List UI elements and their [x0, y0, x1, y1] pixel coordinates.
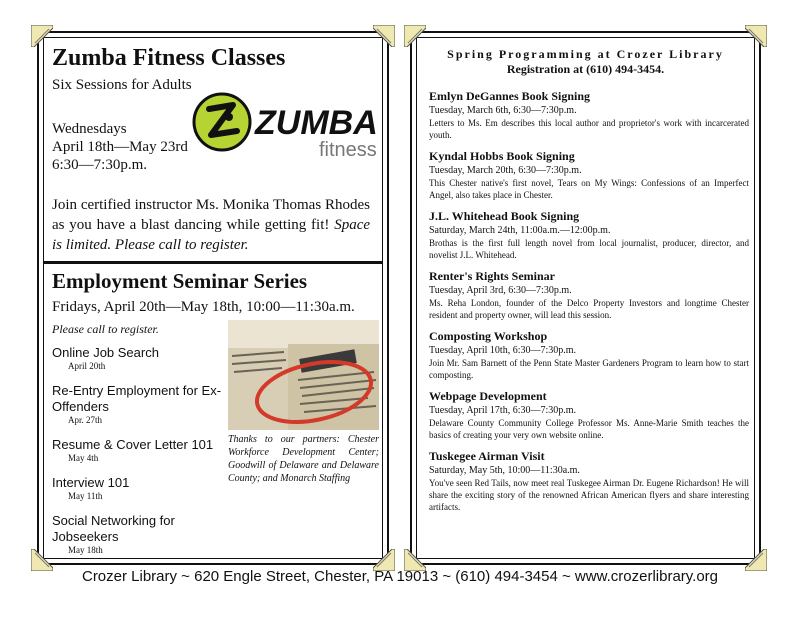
corner-ornament — [31, 25, 53, 47]
left-panel — [37, 31, 389, 565]
employment-title: Employment Seminar Series — [52, 269, 308, 293]
event-item — [429, 269, 749, 321]
zumba-subtitle: Six Sessions for Adults — [52, 77, 192, 93]
zumba-desc-text: Join certified instructor Ms. Monika Thomas Rhodes as you have a blast dancing while getting fit! — [52, 197, 370, 233]
event-when: Saturday, March 24th, 11:00a.m.—12:00p.m. — [429, 225, 611, 236]
section-divider — [43, 261, 383, 264]
topic-name: Interview 101 — [52, 475, 130, 490]
topic-date: May 11th — [68, 491, 103, 501]
event-desc: Letters to Ms. Em describes this local author and proprietor's work with incarcerated youth. — [429, 118, 749, 140]
employment-call-note: Please call to register. — [52, 322, 159, 336]
event-title: Webpage Development — [429, 389, 547, 403]
event-item — [429, 449, 749, 513]
event-title: Emlyn DeGannes Book Signing — [429, 89, 591, 103]
topic-name: Social Networking for Jobseekers — [52, 513, 175, 544]
event-when: Tuesday, March 6th, 6:30—7:30p.m. — [429, 105, 577, 116]
logo-sub: fitness — [319, 139, 377, 161]
event-item — [429, 389, 749, 441]
event-item — [429, 209, 749, 261]
zumba-fitness-logo — [189, 91, 389, 161]
library-footer: Crozer Library ~ 620 Engle Street, Chester, PA 19013 ~ (610) 494-3454 ~ www.crozerlibrary.org — [81, 568, 719, 585]
event-item — [429, 329, 749, 381]
event-when: Tuesday, April 17th, 6:30—7:30p.m. — [429, 405, 577, 416]
zumba-desc-note: Space is limited. Please call to register. — [52, 217, 371, 253]
zumba-description — [52, 195, 370, 255]
event-item — [429, 149, 749, 201]
zumba-title: Zumba Fitness Classes — [52, 45, 286, 71]
event-when: Saturday, May 5th, 10:00—11:30a.m. — [429, 465, 580, 476]
topic-name: Resume & Cover Letter 101 — [52, 437, 214, 452]
event-title: J.L. Whitehead Book Signing — [429, 209, 580, 223]
topic-list — [52, 345, 222, 567]
employment-schedule: Fridays, April 20th—May 18th, 10:00—11:30a.m. — [52, 299, 355, 315]
spring-header — [418, 47, 753, 77]
zumba-schedule — [52, 120, 188, 174]
zumba-time: 6:30—7:30p.m. — [52, 157, 148, 173]
event-desc: This Chester native's first novel, Tears on My Wings: Confessions of an Imperfect Angel, also takes place in Chester. — [429, 178, 749, 200]
topic-item — [52, 437, 222, 464]
event-item — [429, 89, 749, 141]
partners-credit: Thanks to our partners: Chester Workforce Development Center; Goodwill of Delaware and Delaware County; and Monarch Staffing — [228, 434, 379, 484]
event-list — [429, 89, 749, 521]
right-panel — [410, 31, 761, 565]
topic-date: April 20th — [68, 361, 106, 371]
event-when: Tuesday, April 10th, 6:30—7:30p.m. — [429, 345, 577, 356]
topic-name: Online Job Search — [52, 345, 159, 360]
spring-registration: Registration at (610) 494-3454. — [506, 62, 665, 76]
event-title: Kyndal Hobbs Book Signing — [429, 149, 575, 163]
zumba-day: Wednesdays — [52, 121, 127, 137]
event-desc: Brothas is the first full length novel from local journalist, producer, director, and novelist J.L. Whitehead. — [429, 238, 749, 260]
topic-date: Apr. 27th — [68, 415, 103, 425]
topic-item — [52, 345, 222, 372]
event-desc: You've seen Red Tails, now meet real Tuskegee Airman Dr. Eugene Richardson! He will share the exciting story of the renowned African American flyers and share interesting artifacts. — [429, 478, 749, 512]
event-when: Tuesday, March 20th, 6:30—7:30p.m. — [429, 165, 582, 176]
corner-ornament — [404, 25, 426, 47]
spring-heading: Spring Programming at Crozer Library — [447, 47, 724, 61]
event-title: Composting Workshop — [429, 329, 548, 343]
topic-date: May 18th — [68, 545, 103, 555]
logo-word: ZUMBA — [255, 104, 378, 142]
corner-ornament — [745, 25, 767, 47]
event-title: Renter's Rights Seminar — [429, 269, 555, 283]
topic-item — [52, 513, 222, 556]
help-wanted-photo — [228, 320, 379, 430]
event-desc: Delaware County Community College Professor Ms. Anne-Marie Smith teaches the basics of creating your very own website online. — [429, 418, 749, 440]
event-desc: Ms. Reha London, founder of the Delco Property Investors and longtime Chester resident and property owner, will lead this session. — [429, 298, 749, 320]
corner-ornament — [373, 25, 395, 47]
zumba-dates: April 18th—May 23rd — [52, 139, 188, 155]
topic-name: Re-Entry Employment for Ex-Offenders — [52, 383, 222, 414]
topic-item — [52, 475, 222, 502]
topic-item — [52, 383, 222, 426]
event-title: Tuskegee Airman Visit — [429, 449, 545, 463]
topic-date: May 4th — [68, 453, 99, 463]
event-desc: Join Mr. Sam Barnett of the Penn State Master Gardeners Program to learn how to start composting. — [429, 358, 749, 380]
event-when: Tuesday, April 3rd, 6:30—7:30p.m. — [429, 285, 572, 296]
